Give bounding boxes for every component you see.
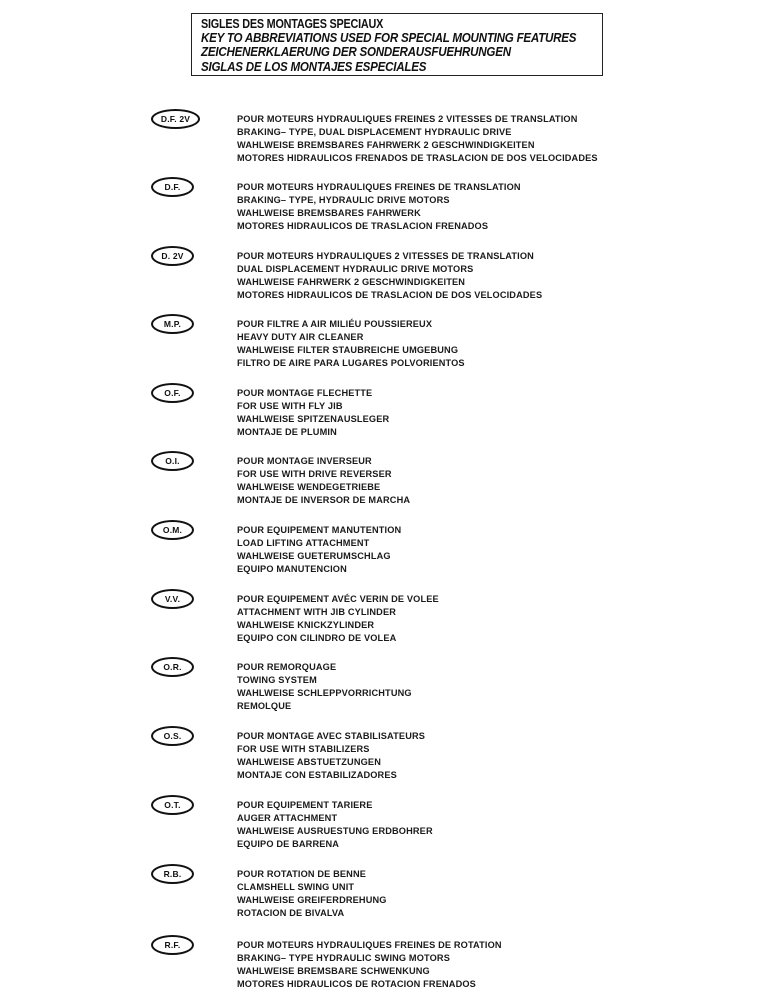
description-spanish: MOTORES HIDRAULICOS DE TRASLACION DE DOS VELOCIDADES: [237, 290, 543, 300]
description-german: WAHLWEISE BREMSBARES FAHRWERK 2 GESCHWINDIGKEITEN: [237, 140, 535, 150]
description-german: WAHLWEISE GREIFERDREHUNG: [237, 895, 387, 905]
description-german: WAHLWEISE SPITZENAUSLEGER: [237, 414, 390, 424]
description-spanish: MOTORES HIDRAULICOS DE TRASLACION FRENADOS: [237, 221, 489, 231]
description-english: BRAKING– TYPE HYDRAULIC SWING MOTORS: [237, 953, 450, 963]
description-german: WAHLWEISE WENDEGETRIEBE: [237, 482, 381, 492]
abbreviation-description: [237, 730, 425, 782]
description-english: TOWING SYSTEM: [237, 675, 317, 685]
description-french: POUR MONTAGE AVEC STABILISATEURS: [237, 731, 426, 741]
description-french: POUR MONTAGE INVERSEUR: [237, 456, 372, 466]
abbreviation-entry-or: [0, 662, 772, 726]
description-french: POUR FILTRE A AIR MILIÉU POUSSIEREUX: [237, 319, 433, 329]
abbreviation-description: [237, 593, 439, 645]
description-german: WAHLWEISE BREMSBARE SCHWENKUNG: [237, 966, 430, 976]
abbreviation-description: [237, 455, 410, 507]
abbreviation-entry-os: [0, 731, 772, 795]
abbreviation-oval: O.F.: [151, 383, 194, 403]
description-french: POUR MONTAGE FLECHETTE: [237, 388, 373, 398]
title-spanish: SIGLAS DE LOS MONTAJES ESPECIALES: [201, 59, 427, 74]
abbreviation-oval: D. 2V: [151, 246, 194, 266]
abbreviation-entry-mp: [0, 319, 772, 383]
description-english: BRAKING– TYPE, HYDRAULIC DRIVE MOTORS: [237, 195, 450, 205]
description-spanish: EQUIPO CON CILINDRO DE VOLEA: [237, 633, 397, 643]
abbreviation-oval: O.S.: [151, 726, 194, 746]
abbreviation-entry-rb: [0, 869, 772, 933]
description-german: WAHLWEISE AUSRUESTUNG ERDBOHRER: [237, 826, 433, 836]
abbreviation-description: [237, 181, 521, 233]
description-english: LOAD LIFTING ATTACHMENT: [237, 538, 370, 548]
title-english: KEY TO ABBREVIATIONS USED FOR SPECIAL MOUNTING FEATURES: [201, 31, 577, 46]
description-english: DUAL DISPLACEMENT HYDRAULIC DRIVE MOTORS: [237, 264, 474, 274]
abbreviation-entry-d2v: [0, 251, 772, 315]
description-spanish: FILTRO DE AIRE PARA LUGARES POLVORIENTOS: [237, 358, 465, 368]
abbreviation-description: [237, 799, 433, 851]
abbreviation-oval: O.M.: [151, 520, 194, 540]
abbreviation-description: [237, 868, 387, 920]
description-german: WAHLWEISE ABSTUETZUNGEN: [237, 757, 381, 767]
description-german: WAHLWEISE BREMSBARES FAHRWERK: [237, 208, 421, 218]
abbreviation-oval: D.F. 2V: [151, 109, 200, 129]
abbreviation-entry-df2v: [0, 114, 772, 178]
abbreviation-oval: V.V.: [151, 589, 194, 609]
description-english: FOR USE WITH DRIVE REVERSER: [237, 469, 392, 479]
abbreviation-oval: O.R.: [151, 657, 194, 677]
description-german: WAHLWEISE FAHRWERK 2 GESCHWINDIGKEITEN: [237, 277, 466, 287]
abbreviation-oval: R.F.: [151, 935, 194, 955]
abbreviation-description: [237, 939, 502, 991]
description-spanish: EQUIPO MANUTENCION: [237, 564, 347, 574]
description-french: POUR EQUIPEMENT AVÉC VERIN DE VOLEE: [237, 594, 439, 604]
title-box: [191, 13, 603, 76]
description-german: WAHLWEISE SCHLEPPVORRICHTUNG: [237, 688, 412, 698]
description-french: POUR MOTEURS HYDRAULIQUES 2 VITESSES DE TRANSLATION: [237, 251, 534, 261]
abbreviation-description: [237, 113, 598, 165]
description-french: POUR EQUIPEMENT TARIERE: [237, 800, 373, 810]
description-spanish: EQUIPO DE BARRENA: [237, 839, 340, 849]
abbreviation-entry-df: [0, 182, 772, 246]
description-english: FOR USE WITH FLY JIB: [237, 401, 343, 411]
description-french: POUR MOTEURS HYDRAULIQUES FREINES 2 VITESSES DE TRANSLATION: [237, 114, 578, 124]
abbreviation-description: [237, 318, 465, 370]
description-spanish: REMOLQUE: [237, 701, 292, 711]
description-english: HEAVY DUTY AIR CLEANER: [237, 332, 364, 342]
description-french: POUR MOTEURS HYDRAULIQUES FREINES DE ROTATION: [237, 940, 502, 950]
abbreviation-description: [237, 661, 412, 713]
description-english: CLAMSHELL SWING UNIT: [237, 882, 355, 892]
description-english: AUGER ATTACHMENT: [237, 813, 338, 823]
description-english: FOR USE WITH STABILIZERS: [237, 744, 370, 754]
abbreviation-description: [237, 250, 542, 302]
abbreviation-entry-om: [0, 525, 772, 589]
title-french: SIGLES DES MONTAGES SPECIAUX: [201, 17, 384, 31]
description-french: POUR EQUIPEMENT MANUTENTION: [237, 525, 402, 535]
abbreviation-oval: D.F.: [151, 177, 194, 197]
abbreviation-oval: M.P.: [151, 314, 194, 334]
abbreviation-entry-of: [0, 388, 772, 452]
description-german: WAHLWEISE KNICKZYLINDER: [237, 620, 375, 630]
abbreviation-oval: O.I.: [151, 451, 194, 471]
description-french: POUR MOTEURS HYDRAULIQUES FREINES DE TRANSLATION: [237, 182, 521, 192]
description-spanish: MOTORES HIDRAULICOS DE ROTACION FRENADOS: [237, 979, 476, 989]
description-spanish: MONTAJE CON ESTABILIZADORES: [237, 770, 397, 780]
description-english: ATTACHMENT WITH JIB CYLINDER: [237, 607, 397, 617]
description-french: POUR REMORQUAGE: [237, 662, 337, 672]
abbreviation-entry-vv: [0, 594, 772, 658]
abbreviation-oval: O.T.: [151, 795, 194, 815]
description-spanish: MONTAJE DE INVERSOR DE MARCHA: [237, 495, 411, 505]
abbreviation-description: [237, 524, 401, 576]
abbreviation-entry-oi: [0, 456, 772, 520]
description-german: WAHLWEISE GUETERUMSCHLAG: [237, 551, 391, 561]
title-german: ZEICHENERKLAERUNG DER SONDERAUSFUEHRUNGEN: [201, 45, 511, 60]
abbreviation-oval: R.B.: [151, 864, 194, 884]
description-spanish: MONTAJE DE PLUMIN: [237, 427, 337, 437]
description-french: POUR ROTATION DE BENNE: [237, 869, 367, 879]
description-english: BRAKING– TYPE, DUAL DISPLACEMENT HYDRAULIC DRIVE: [237, 127, 512, 137]
description-spanish: MOTORES HIDRAULICOS FRENADOS DE TRASLACION DE DOS VELOCIDADES: [237, 153, 598, 163]
abbreviation-entry-ot: [0, 800, 772, 864]
abbreviation-entry-rf: [0, 940, 772, 1004]
abbreviation-description: [237, 387, 389, 439]
description-german: WAHLWEISE FILTER STAUBREICHE UMGEBUNG: [237, 345, 459, 355]
description-spanish: ROTACION DE BIVALVA: [237, 908, 345, 918]
